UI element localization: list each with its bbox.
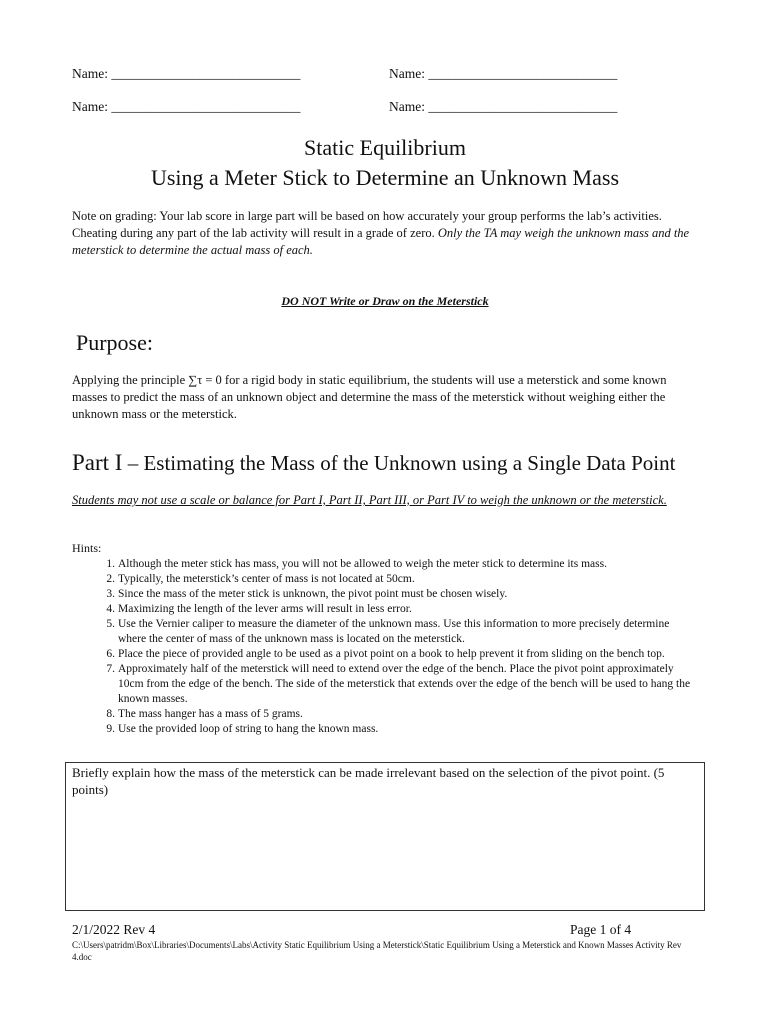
hint-number: 8. (106, 708, 115, 720)
purpose-text: Applying the principle ∑τ = 0 for a rigid body in static equilibrium, the students will use a meterstick and some known masses to predict the mass of an unknown object and determine the mass of the meterstick without weighing either the unknown mass or the meterstick. (72, 373, 667, 421)
part1-heading-part: Part I (72, 450, 123, 475)
part1-heading-rest: – Estimating the Mass of the Unknown using a Single Data Point (122, 451, 676, 475)
answer-box[interactable] (65, 762, 705, 911)
document-title (0, 133, 770, 193)
hint-item (73, 647, 698, 662)
hint-number: 5. (106, 618, 115, 630)
hint-item (73, 662, 698, 707)
name-field-4[interactable]: Name: ____________________________ (389, 99, 618, 114)
hint-item (73, 617, 698, 647)
hint-item (73, 572, 698, 587)
hint-text: Use the provided loop of string to hang the known mass. (118, 723, 379, 735)
hint-number: 3. (106, 588, 115, 600)
footer-page-number: Page 1 of 4 (570, 922, 632, 937)
name-field-3[interactable]: Name: ____________________________ (72, 99, 301, 114)
hint-item (73, 602, 698, 617)
answer-question: Briefly explain how the mass of the meterstick can be made irrelevant based on the selection of the pivot point. (5 points) (72, 765, 665, 797)
footer-date-rev: 2/1/2022 Rev 4 (72, 922, 156, 937)
grading-note (72, 208, 696, 259)
hint-item (73, 722, 698, 737)
hints-label: Hints: (72, 541, 102, 555)
hint-text: Although the meter stick has mass, you will not be allowed to weigh the meter stick to determine its mass. (118, 558, 607, 570)
name-field-1[interactable]: Name: ____________________________ (72, 66, 301, 81)
hint-number: 2. (106, 573, 115, 585)
hint-number: 9. (106, 723, 115, 735)
title-line-1: Static Equilibrium (304, 135, 466, 160)
hint-text: Approximately half of the meterstick will need to extend over the edge of the bench. Place the pivot point approximately 10cm from the edge of the bench. The side of the meterstick that extends over the edge of the bench will be used to hang the known masses. (118, 663, 691, 705)
purpose-heading: Purpose: (76, 330, 153, 355)
meterstick-warning: DO NOT Write or Draw on the Meterstick (281, 294, 489, 308)
hint-text: Since the mass of the meter stick is unknown, the pivot point must be chosen wisely. (118, 588, 508, 600)
hint-item (73, 707, 698, 722)
footer-file-path: C:\Users\patridm\Box\Libraries\Documents\Labs\Activity Static Equilibrium Using a Meterstick\Static Equilibrium Using a Meterstick and Known Masses Activity Rev 4.doc (72, 940, 682, 962)
grading-note-italic: Only the TA may weigh the unknown mass and the meterstick to determine the actual mass of each. (72, 226, 690, 257)
hint-item (73, 587, 698, 602)
hints-list (73, 557, 698, 737)
hint-number: 7. (106, 663, 115, 675)
hint-item (73, 557, 698, 572)
name-field-2[interactable]: Name: ____________________________ (389, 66, 618, 81)
hint-text: Place the piece of provided angle to be used as a pivot point on a book to help prevent it from sliding on the bench top. (118, 648, 665, 660)
part1-scale-note: Students may not use a scale or balance for Part I, Part II, Part III, or Part IV to weigh the unknown or the meterstick. (72, 493, 667, 507)
hint-text: Maximizing the length of the lever arms will result in less error. (118, 603, 412, 615)
hint-text: Use the Vernier caliper to measure the diameter of the unknown mass. Use this information to more precisely determine where the center of mass of the unknown mass is located on the meterstick. (118, 618, 670, 645)
grading-note-text: Note on grading: Your lab score in large part will be based on how accurately your group performs the lab’s activities. Cheating during any part of the lab activity will result in a grade of zero. (72, 209, 662, 240)
hint-number: 1. (106, 558, 115, 570)
hint-text: Typically, the meterstick’s center of mass is not located at 50cm. (118, 573, 415, 585)
title-line-2: Using a Meter Stick to Determine an Unknown Mass (150, 165, 620, 190)
hint-number: 4. (106, 603, 115, 615)
hint-number: 6. (106, 648, 115, 660)
part1-heading (72, 450, 675, 476)
hint-text: The mass hanger has a mass of 5 grams. (118, 708, 303, 720)
